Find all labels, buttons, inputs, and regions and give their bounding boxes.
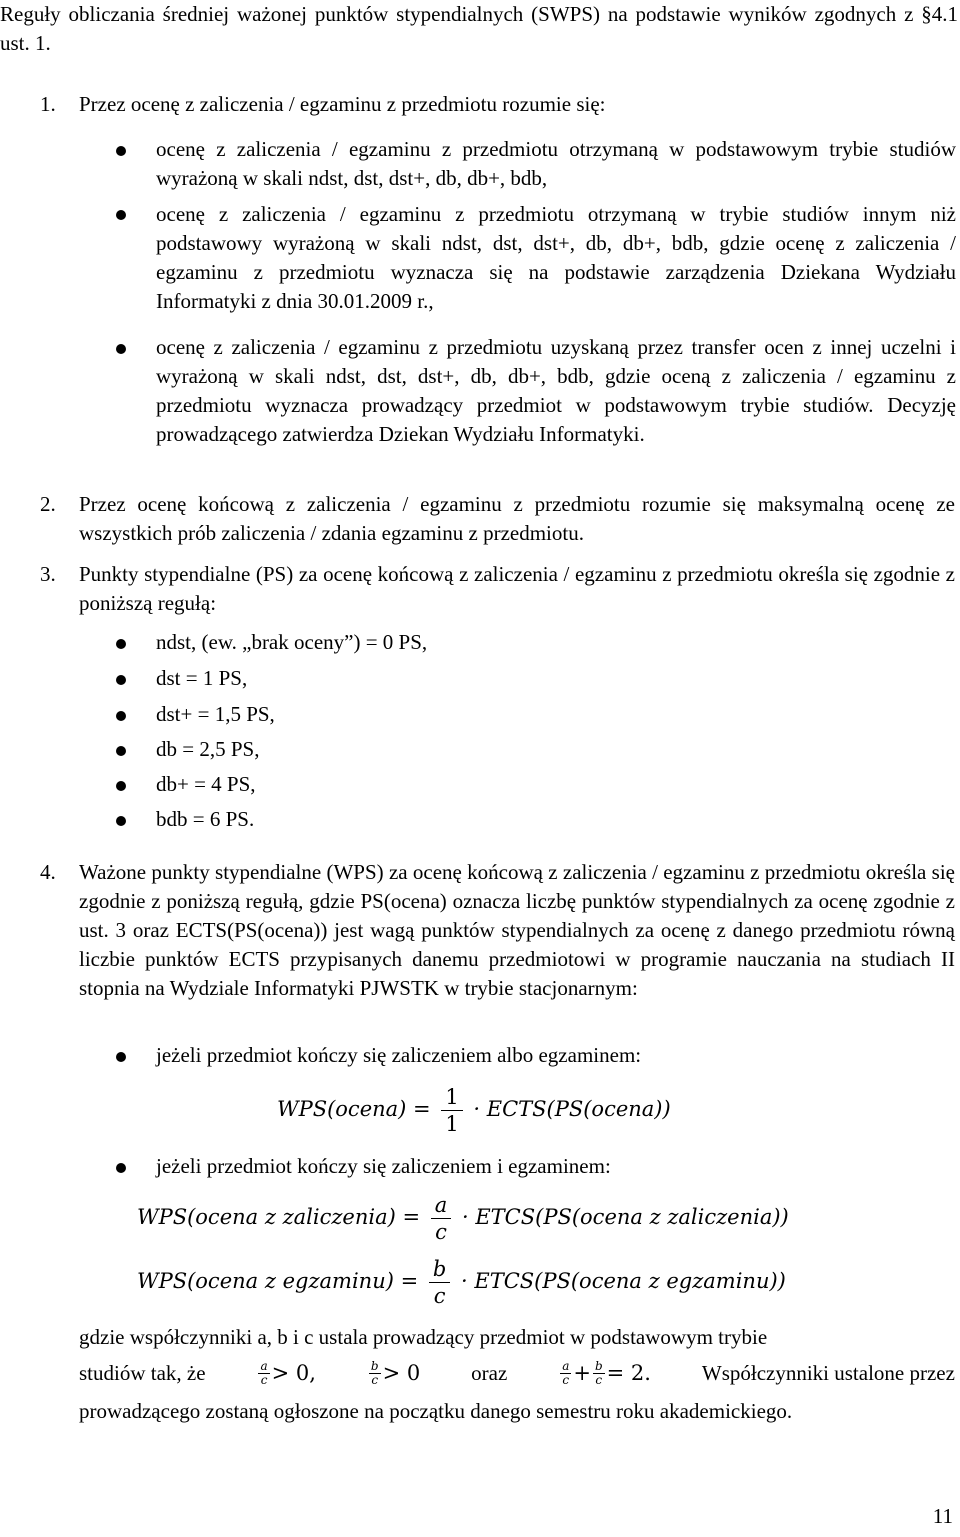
bullet-dot [116,344,126,354]
math-symbol: + [573,1360,591,1385]
formula-rhs: · ECTS(PS(ocena)) [473,1097,671,1121]
section-1-bullet-3: ocenę z zaliczenia / egzaminu z przedmiotu uzyskaną przez transfer ocen z innej uczelni i wyrażoną w skali ndst, dst, dst+, db, db+, bdb, gdzie oceną z zaliczenia / egzaminu z przedmiotu wyznacza prowadzący przedmiot w podstawowym trybie studiów. Decyzję prowadzącego zatwierdza Dziekan Wydziału Informatyki. [156,335,956,446]
section-1-bullet-1: ocenę z zaliczenia / egzaminu z przedmiotu otrzymaną w podstawowym trybie studiów wyrażoną w skali ndst, dst, dst+, db, db+, bdb, [156,137,956,190]
section-number: 2. [40,492,56,516]
fraction-numerator: a [562,1358,570,1373]
bullet-dot [116,675,126,685]
fraction [429,1256,450,1309]
section-number: 3. [40,562,56,586]
bullet-dot [116,639,126,649]
inline-condition [558,1359,651,1388]
fraction-numerator: 1 [441,1084,462,1111]
formula-rhs: · ETCS(PS(ocena z egzaminu)) [461,1269,786,1293]
closing-line-1: gdzie współczynniki a, b i c ustala prowadzący przedmiot w podstawowym trybie [79,1325,768,1349]
bullet-dot [116,746,126,756]
section-1-intro: Przez ocenę z zaliczenia / egzaminu z przedmiotu rozumie się: [79,92,606,116]
fraction-denominator: c [595,1372,603,1387]
bullet-dot [116,1163,126,1173]
small-fraction [369,1360,381,1387]
section-4-bullet-2: jeżeli przedmiot kończy się zaliczeniem i egzaminem: [156,1154,611,1178]
fraction-numerator: a [260,1358,268,1373]
fraction [431,1192,452,1245]
inline-condition [367,1359,420,1388]
fraction [441,1084,462,1137]
section-3-text: Punkty stypendialne (PS) za ocenę końcową z zaliczenia / egzaminu z przedmiotu określa się zgodnie z poniższą regułą: [79,562,955,615]
small-fraction [560,1360,571,1387]
math-symbol: > 0, [271,1360,316,1385]
bullet-dot [116,816,126,826]
closing-text: studiów tak, że [79,1360,206,1385]
small-fraction [593,1360,605,1387]
fraction-numerator: a [431,1192,452,1219]
formula-wps-zaliczenie [137,1192,789,1245]
formula-wps-single [277,1084,671,1137]
bullet-dot [116,711,126,721]
bullet-dot [116,781,126,791]
small-fraction [258,1360,269,1387]
grade-item: dst = 1 PS, [156,666,248,690]
page-number: 11 [932,1504,953,1528]
fraction-denominator: c [371,1372,379,1387]
section-1-bullet-2: ocenę z zaliczenia / egzaminu z przedmiotu otrzymaną w trybie studiów innym niż podstawowy wyrażoną w skali ndst, dst, dst+, db, db+, bdb, gdzie ocenę z zaliczenia / egzaminu z przedmiotu wyznacza się na podstawie zarządzenia Dziekana Wydziału Informatyki z dnia 30.01.2009 r., [156,202,956,313]
bullet-dot [116,146,126,156]
math-symbol: = 2. [606,1360,651,1385]
formula-lhs: WPS(ocena z egzaminu) = [137,1269,419,1293]
grade-item: bdb = 6 PS. [156,807,255,831]
inline-condition [256,1359,315,1388]
fraction-numerator: b [370,1358,379,1373]
math-symbol: > 0 [382,1360,421,1385]
closing-line-2 [79,1352,955,1394]
bullet-dot [116,210,126,220]
closing-text: oraz [471,1360,508,1385]
bullet-dot [116,1052,126,1062]
fraction-denominator: c [562,1372,570,1387]
grade-item: db = 2,5 PS, [156,737,260,761]
formula-wps-egzamin [137,1256,786,1309]
fraction-numerator: b [594,1358,603,1373]
fraction-denominator: c [435,1220,447,1244]
section-4-text: Ważone punkty stypendialne (WPS) za ocenę końcową z zaliczenia / egzaminu z przedmiotu określa się zgodnie z poniższą regułą, gdzie PS(ocena) oznacza liczbę punktów stypendialnych za ocenę zgodnie z ust. 3 oraz ECTS(PS(ocena)) jest wagą punktów stypendialnych za ocenę z danego przedmiotu równą liczbie punktów ECTS przypisanych danemu przedmiotowi w programie nauczania na studiach II stopnia na Wydziale Informatyki PJWSTK w trybie stacjonarnym: [79,860,955,1000]
closing-line-3: prowadzącego zostaną ogłoszone na początku danego semestru roku akademickiego. [79,1399,793,1423]
grade-item: ndst, (ew. „brak oceny”) = 0 PS, [156,630,428,654]
grade-item: db+ = 4 PS, [156,772,256,796]
document-title: Reguły obliczania średniej ważonej punktów stypendialnych (SWPS) na podstawie wyników zgodnych z §4.1 ust. 1. [0,2,958,55]
fraction-denominator: c [260,1372,268,1387]
section-number: 4. [40,860,56,884]
formula-rhs: · ETCS(PS(ocena z zaliczenia)) [462,1205,789,1229]
section-number: 1. [40,92,56,116]
fraction-denominator: 1 [445,1112,459,1136]
fraction-numerator: b [429,1256,450,1283]
fraction-denominator: c [433,1284,446,1308]
formula-lhs: WPS(ocena z zaliczenia) = [137,1205,421,1229]
grade-item: dst+ = 1,5 PS, [156,702,275,726]
section-2-text: Przez ocenę końcową z zaliczenia / egzaminu z przedmiotu rozumie się maksymalną ocenę ze wszystkich prób zaliczenia / zdania egzaminu z przedmiotu. [79,492,955,545]
formula-lhs: WPS(ocena) = [277,1097,431,1121]
section-4-bullet-1: jeżeli przedmiot kończy się zaliczeniem albo egzaminem: [156,1043,642,1067]
closing-text: Współczynniki ustalone przez [701,1360,955,1385]
